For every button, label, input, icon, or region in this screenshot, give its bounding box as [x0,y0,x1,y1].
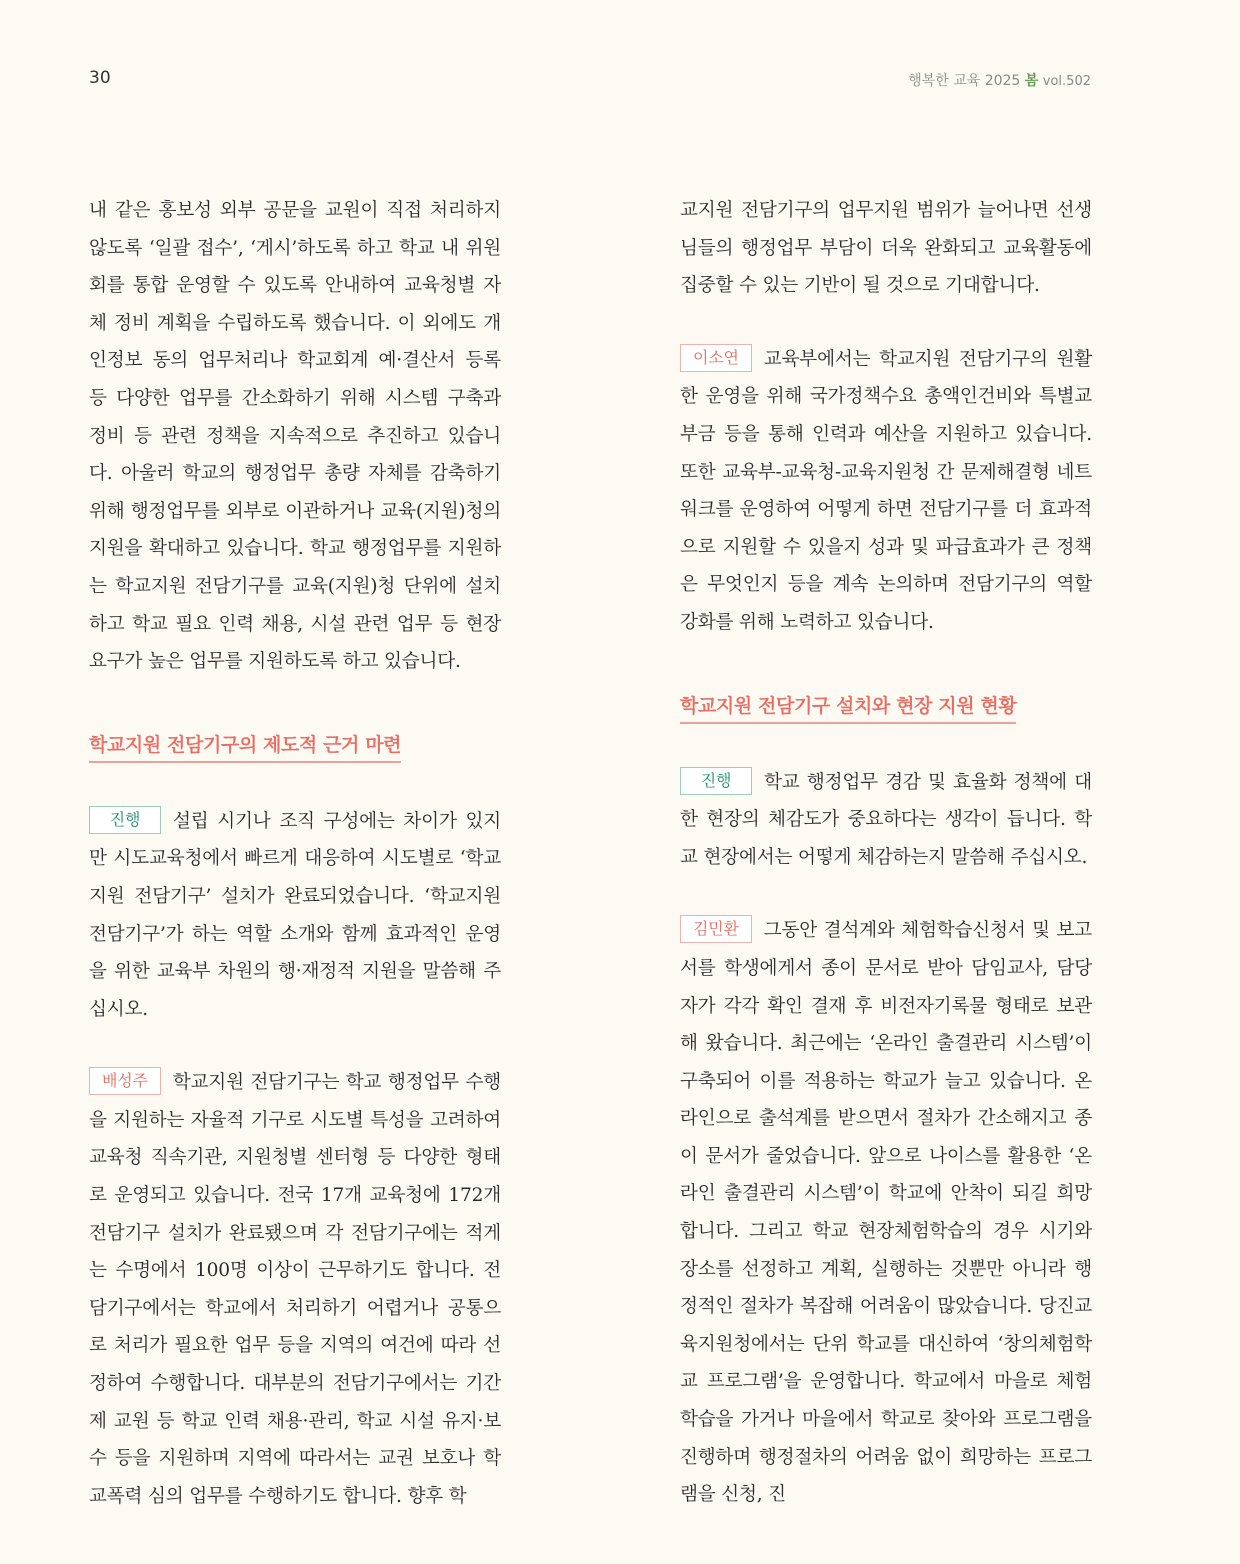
answer-block-1 [89,1064,501,1515]
volume-label: vol.502 [1042,74,1091,89]
question-text: 학교 행정업무 경감 및 효율화 정책에 대한 현장의 체감도가 중요하다는 생각이 듭니다. 학교 현장에서는 어떻게 체감하는지 말씀해 주십시오. [680,771,1092,868]
question-block-1 [89,803,501,1029]
speaker-tag-kim: 김민환 [680,915,752,943]
speaker-tag-bae: 배성주 [89,1067,161,1095]
question-text: 설립 시기나 조직 구성에는 차이가 있지만 시도교육청에서 빠르게 대응하여 시도별로 ‘학교지원 전담기구’ 설치가 완료되었습니다. ‘학교지원 전담기구’가 하는 역할 소개와 함께 효과적인 운영을 위한 교육부 차원의 행·재정적 지원을 말씀해 주십시오. [89,810,501,1020]
running-title [908,70,1091,90]
left-column [89,192,501,1515]
speaker-tag-lee: 이소연 [680,344,752,372]
question-block-2 [680,764,1092,877]
continuation-paragraph: 교지원 전담기구의 업무지원 범위가 늘어나면 선생님들의 행정업무 부담이 더욱 완화되고 교육활동에 집중할 수 있는 기반이 될 것으로 기대합니다. [680,200,1092,297]
answer-text: 그동안 결석계와 체험학습신청서 및 보고서를 학생에게서 종이 문서로 받아 담임교사, 담당자가 각각 확인 결재 후 비전자기록물 형태로 보관해 왔습니다. 최근에는 ‘온라인 출결관리 시스템’이 구축되어 이를 적용하는 학교가 늘고 있습니다. 온라인으로 출석계를 받으면서 절차가 간소해지고 종이 문서가 줄었습니다. 앞으로 나이스를 활용한 ‘온라인 출결관리 시스템’이 학교에 안착이 되길 희망합니다. 그리고 학교 현장체험학습의 경우 시기와 장소를 선정하고 계획, 실행하는 것뿐만 아니라 행정적인 절차가 복잡해 어려움이 많았습니다. 당진교육지원청에서는 단위 학교를 대신하여 ‘창의체험학교 프로그램’을 운영합니다. 학교에서 마을로 체험학습을 가거나 마을에서 학교로 찾아와 프로그램을 진행하며 행정절차의 어려움 없이 희망하는 프로그램을 신청, 진 [680,920,1092,1506]
speaker-tag-moderator: 진행 [89,806,161,834]
answer-text: 학교지원 전담기구는 학교 행정업무 수행을 지원하는 자율적 기구로 시도별 특성을 고려하여 교육청 직속기관, 지원청별 센터형 등 다양한 형태로 운영되고 있습니다. 전국 17개 교육청에 172개 전담기구 설치가 완료됐으며 각 전담기구에는 적게는 수명에서 100명 이상이 근무하기도 합니다. 전담기구에서는 학교에서 처리하기 어렵거나 공통으로 처리가 필요한 업무 등을 지역의 여건에 따라 선정하여 수행합니다. 대부분의 전담기구에서는 기간제 교원 등 학교 인력 채용·관리, 학교 시설 유지·보수 등을 지원하며 지역에 따라서는 교권 보호나 학교폭력 심의 업무를 수행하기도 합니다. 향후 학 [89,1072,501,1507]
page-number: 30 [89,68,111,88]
speaker-tag-moderator: 진행 [680,767,752,795]
answer-block-3 [680,912,1092,1514]
season-label: 봄 [1024,73,1039,89]
answer-block-2 [680,341,1092,642]
publication-title: 행복한 교육 2025 [908,73,1021,89]
answer-text: 교육부에서는 학교지원 전담기구의 원활한 운영을 위해 국가정책수요 총액인건비와 특별교부금 등을 통해 인력과 예산을 지원하고 있습니다. 또한 교육부-교육청-교육지원청 간 문제해결형 네트워크를 운영하여 어떻게 하면 전담기구를 더 효과적으로 지원할 수 있을지 성과 및 파급효과가 큰 정책은 무엇인지 등을 계속 논의하며 전담기구의 역할 강화를 위해 노력하고 있습니다. [680,348,1092,633]
intro-paragraph: 내 같은 홍보성 외부 공문을 교원이 직접 처리하지 않도록 ‘일괄 접수’, ‘게시’하도록 하고 학교 내 위원회를 통합 운영할 수 있도록 안내하여 교육청별 자체 정비 계획을 수립하도록 했습니다. 이 외에도 개인정보 동의 업무처리나 학교회계 예·결산서 등록 등 다양한 업무를 간소화하기 위해 시스템 구축과 정비 등 관련 정책을 지속적으로 추진하고 있습니다. 아울러 학교의 행정업무 총량 자체를 감축하기 위해 행정업무를 외부로 이관하거나 교육(지원)청의 지원을 확대하고 있습니다. 학교 행정업무를 지원하는 학교지원 전담기구를 교육(지원)청 단위에 설치하고 학교 필요 인력 채용, 시설 관련 업무 등 현장 요구가 높은 업무를 지원하도록 하고 있습니다. [89,200,501,673]
section-heading-field-support: 학교지원 전담기구 설치와 현장 지원 현황 [680,692,1016,724]
section-heading-institutional-basis: 학교지원 전담기구의 제도적 근거 마련 [89,731,401,763]
right-column [680,192,1092,1514]
